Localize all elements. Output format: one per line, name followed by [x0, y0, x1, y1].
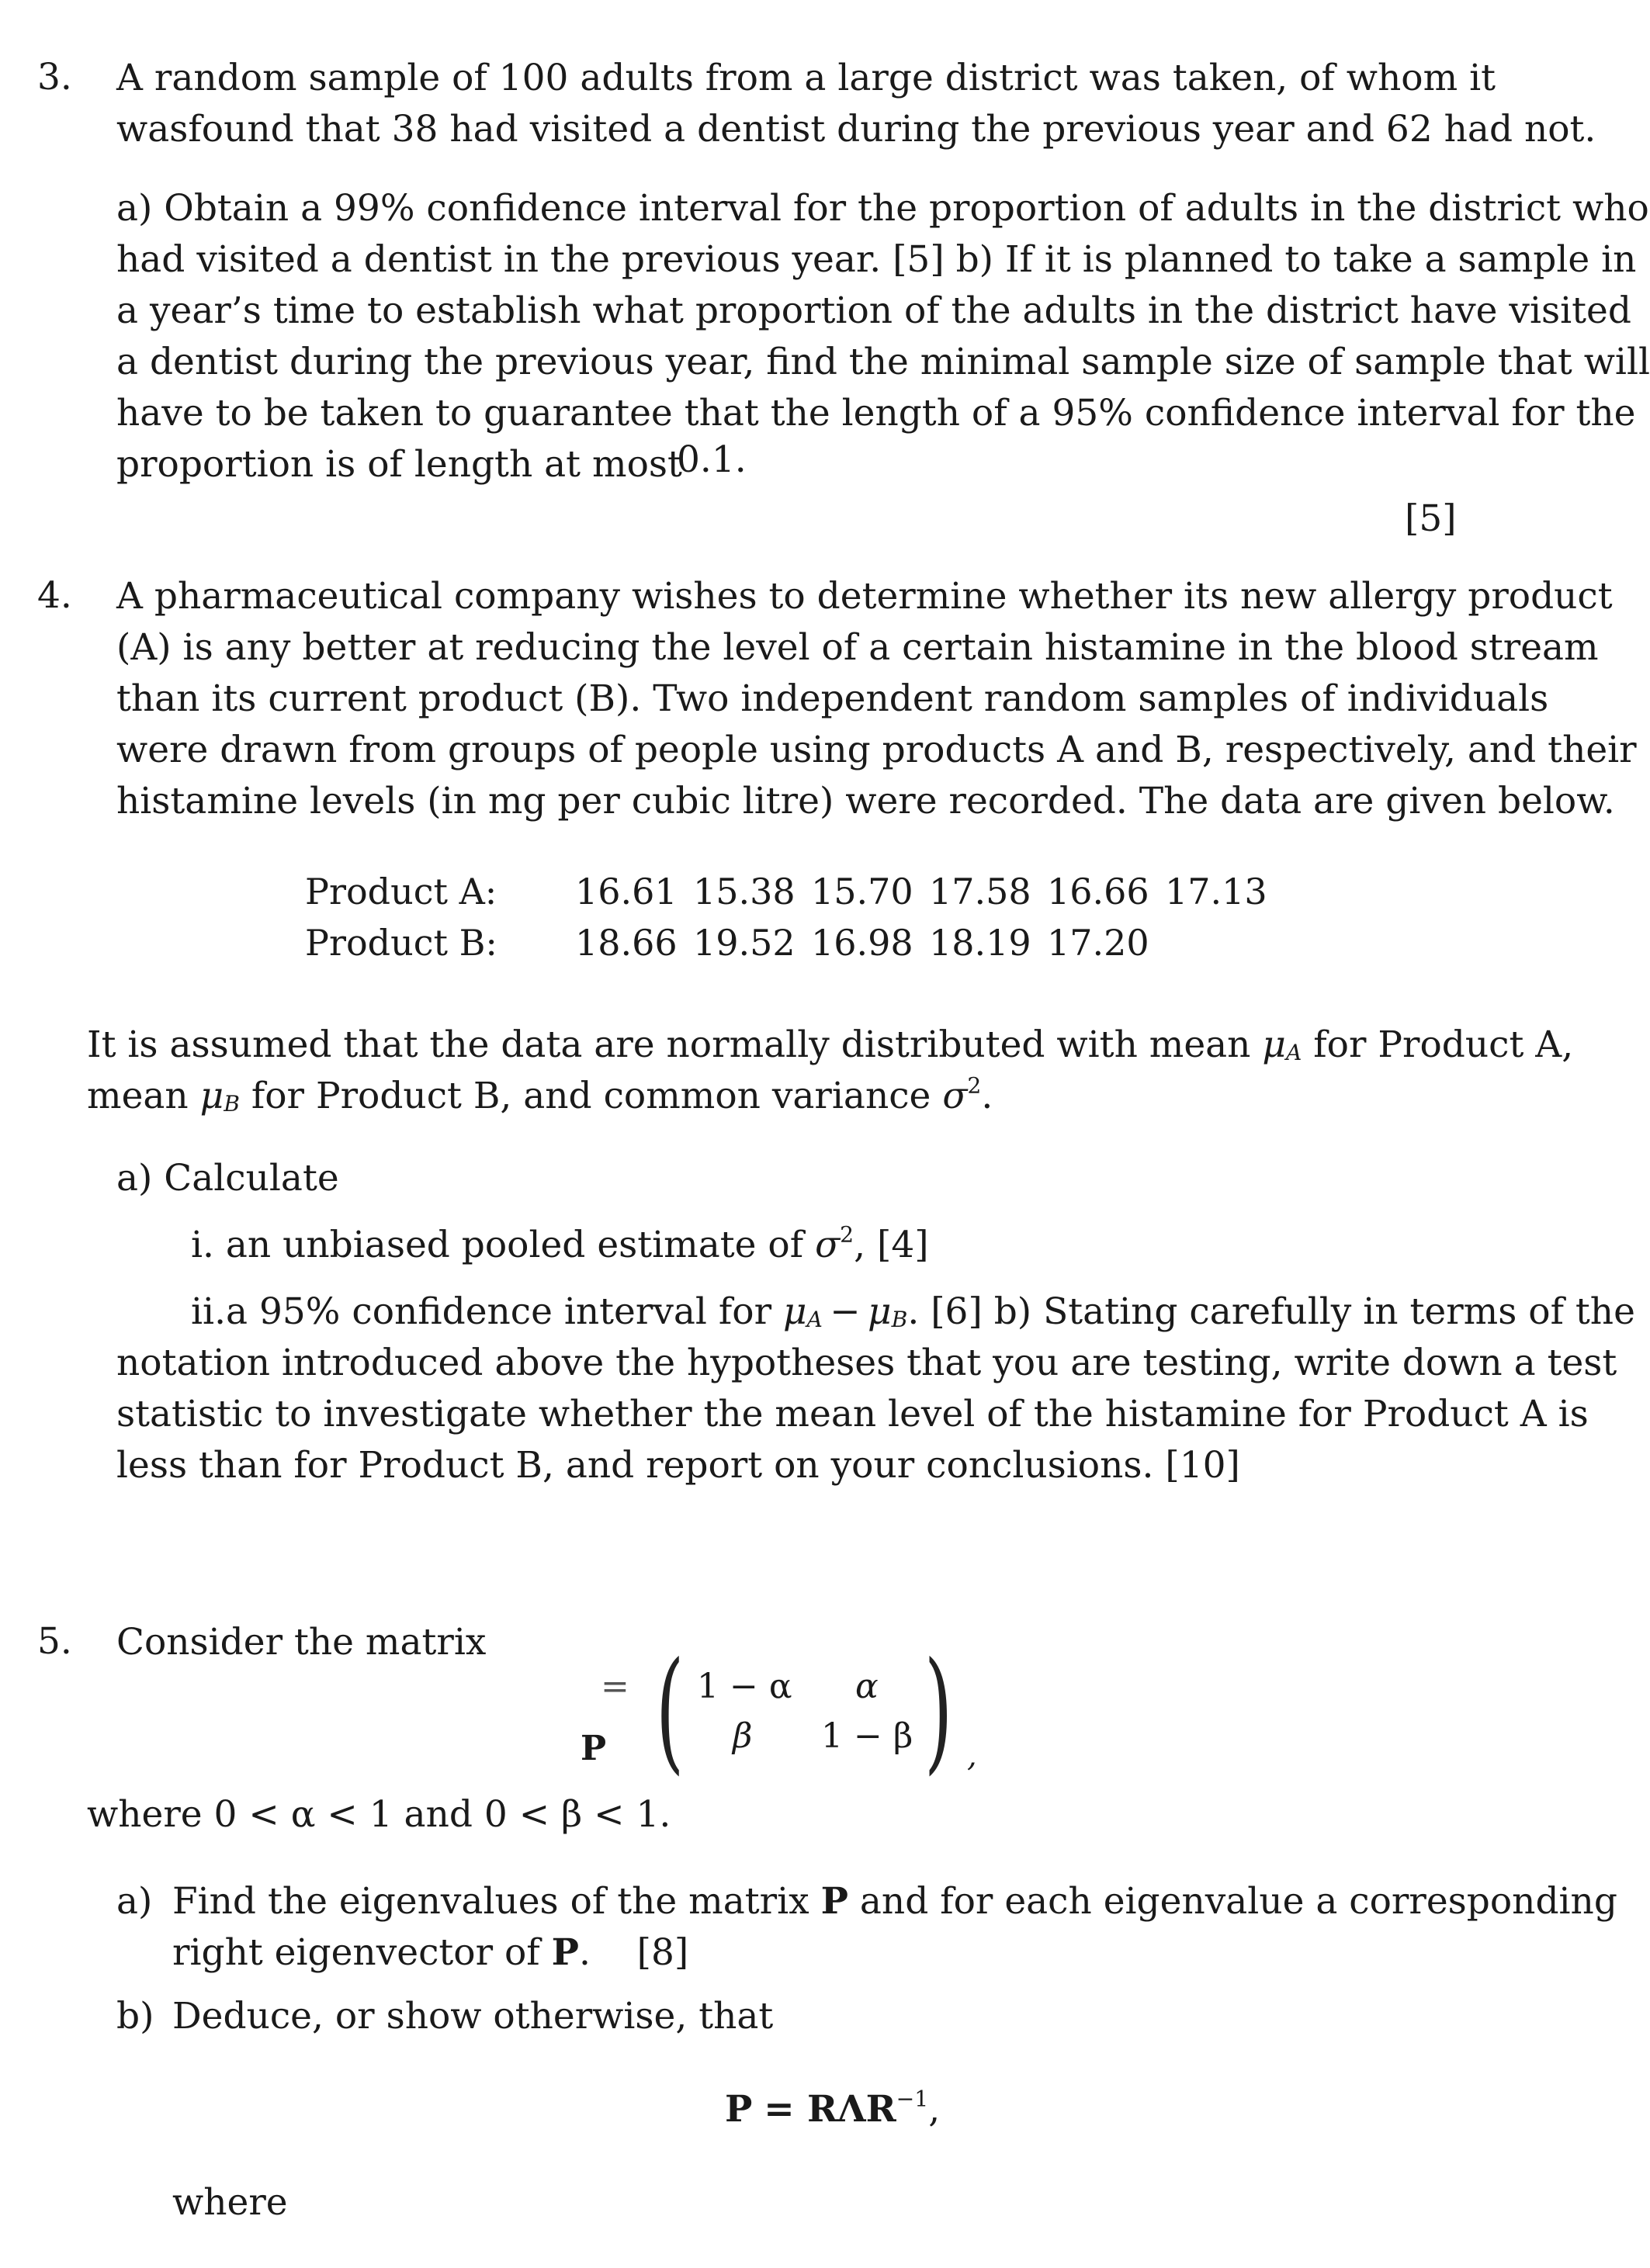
- q4-part-a: a) Calculate: [116, 1157, 339, 1200]
- q4-line4: were drawn from groups of people using products A and B, respectively, and their: [116, 729, 1637, 771]
- q4-part-b-line2: notation introduced above the hypotheses that you are testing, write down a test: [116, 1342, 1617, 1384]
- q3-part-a-line3: a year’s time to establish what proportion of the adults in the district have visited: [116, 289, 1631, 332]
- q3-part-a-value: 0.1.: [677, 438, 747, 481]
- part-a-ii-text: ii.a 95% confidence interval for: [191, 1290, 772, 1333]
- q4-assume-line1: [87, 1020, 1574, 1079]
- sigma-symbol: σ: [942, 1075, 968, 1117]
- mu-a-symbol: $\mu_A$: [1262, 1023, 1302, 1066]
- part-a-ii-rest: [6] b) Stating carefully in terms of the: [931, 1290, 1635, 1333]
- assume-text-1b: for Product A,: [1313, 1023, 1574, 1066]
- matrix-m21: β: [733, 1716, 753, 1756]
- sigma-symbol: σ: [815, 1224, 841, 1266]
- eq-sup: −1: [896, 2086, 929, 2112]
- eq-lhs: P: [725, 2088, 753, 2131]
- assume-text-1a: It is assumed that the data are normally distributed with mean: [87, 1023, 1251, 1066]
- q4-line3: than its current product (B). Two independent random samples of individuals: [116, 677, 1549, 720]
- product-a-value: 16.61: [575, 871, 678, 912]
- q5-where-condition: where 0 < α < 1 and 0 < β < 1.: [87, 1793, 671, 1836]
- part-a-text-2: right eigenvector of: [172, 1931, 540, 1974]
- q3-part-a-line6: proportion is of length at most: [116, 443, 682, 486]
- product-b-value: 16.98: [811, 922, 913, 964]
- product-b-label: Product B:: [305, 922, 497, 964]
- q3-part-a-line1: a) Obtain a 99% confidence interval for the proportion of adults in the district who: [116, 187, 1649, 230]
- matrix-p-label: P: [581, 1729, 607, 1768]
- matrix-equals: =: [601, 1667, 629, 1706]
- product-b-value: 17.20: [1047, 922, 1149, 964]
- q3-part-a-line4: a dentist during the previous year, find the minimal sample size of sample that will: [116, 341, 1650, 383]
- q5-part-b-label: b): [116, 1995, 154, 2038]
- matrix-left-paren: (: [655, 1634, 685, 1788]
- mu-b-symbol: $\mu_B$: [199, 1075, 240, 1117]
- part-a-marks: [8]: [636, 1931, 689, 1974]
- product-b-value: 18.19: [929, 922, 1031, 964]
- product-a-value: 17.13: [1165, 871, 1267, 912]
- q3-intro-line2: wasfound that 38 had visited a dentist during the previous year and 62 had not.: [116, 108, 1596, 151]
- assume-text-2b: for Product B, and common variance: [251, 1075, 931, 1117]
- q4-part-b-line3: statistic to investigate whether the mean level of the histamine for Product A is: [116, 1393, 1589, 1435]
- q4-line2: (A) is any better at reducing the level of a certain histamine in the blood stream: [116, 626, 1599, 669]
- q4-assume-line2: mean $\mu_B$ for Product B, and common variance $\sigma^2$.: [87, 1072, 993, 1117]
- q5-where: where: [172, 2181, 288, 2224]
- product-a-value: 15.70: [811, 871, 913, 912]
- product-a-value: 15.38: [693, 871, 796, 912]
- q5-part-b-text: Deduce, or show otherwise, that: [172, 1995, 774, 2038]
- q4-part-a-i: i. an unbiased pooled estimate of $\sigma^2$, [4]: [191, 1221, 929, 1266]
- q3-intro-line1: A random sample of 100 adults from a large district was taken, of whom it: [116, 57, 1496, 99]
- q5-part-a-label: a): [116, 1880, 153, 1923]
- mu-diff: $\mu_A - \mu_B$: [782, 1290, 908, 1333]
- product-a-label: Product A:: [305, 871, 497, 912]
- q5-equation: [725, 2084, 940, 2135]
- q3-part-a-line5: have to be taken to guarantee that the length of a 95% confidence interval for the: [116, 392, 1636, 435]
- product-a-value: 17.58: [929, 871, 1031, 912]
- q5-part-a-line2: right eigenvector of P. [8]: [172, 1931, 689, 1974]
- q5-intro: Consider the matrix: [116, 1621, 487, 1664]
- q5-number: 5.: [37, 1620, 72, 1663]
- product-b-value: 19.52: [693, 922, 796, 964]
- matrix-m11: 1 − α: [697, 1667, 792, 1706]
- q4-number: 4.: [37, 574, 72, 617]
- product-a-value: 16.66: [1047, 871, 1149, 912]
- part-a-i-marks: [4]: [876, 1224, 929, 1266]
- part-a-text-1b: and for each eigenvalue a corresponding: [859, 1880, 1617, 1923]
- eq-rhs: = RΛR: [764, 2088, 896, 2131]
- matrix-m22: 1 − β: [821, 1716, 913, 1756]
- q5-part-a-line1: [172, 1876, 1617, 1927]
- matrix-right-paren: ): [924, 1634, 953, 1788]
- matrix-p-ref: P: [551, 1931, 579, 1974]
- product-a-row: [305, 871, 1283, 912]
- part-a-i-text: i. an unbiased pooled estimate of: [191, 1224, 804, 1266]
- matrix-m12: α: [855, 1667, 879, 1706]
- q4-part-b-line4: less than for Product B, and report on your conclusions. [10]: [116, 1444, 1240, 1487]
- q3-marks: [5]: [1405, 497, 1457, 540]
- matrix-p-ref: P: [820, 1880, 848, 1923]
- q3-number: 3.: [37, 56, 72, 99]
- eq-tail: ,: [928, 2088, 941, 2131]
- matrix-comma: ,: [967, 1738, 977, 1774]
- q4-line1: A pharmaceutical company wishes to determine whether its new allergy product: [116, 575, 1613, 618]
- part-a-text-1: Find the eigenvalues of the matrix: [172, 1880, 809, 1923]
- assume-text-2a: mean: [87, 1075, 189, 1117]
- q4-part-a-ii: ii.a 95% confidence interval for $\mu_A - \mu_B$. [6] b) Stating carefully in terms of the: [191, 1290, 1635, 1333]
- product-b-value: 18.66: [575, 922, 678, 964]
- product-b-row: [305, 922, 1165, 964]
- q3-part-a-line2: had visited a dentist in the previous year. [5] b) If it is planned to take a sample in: [116, 238, 1637, 281]
- q4-line5: histamine levels (in mg per cubic litre) were recorded. The data are given below.: [116, 780, 1615, 822]
